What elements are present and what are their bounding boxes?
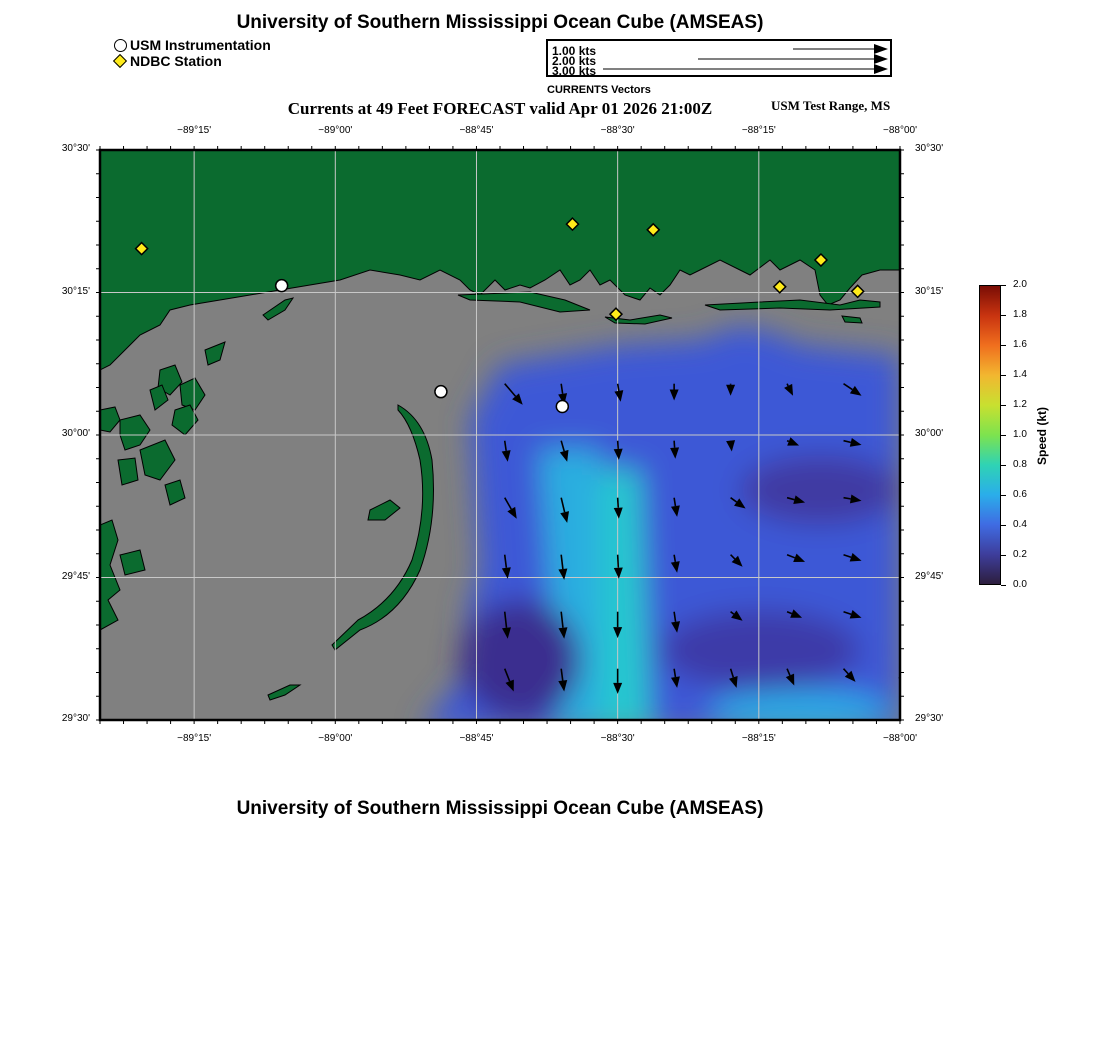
map-region: USM Test Range, MS [771,98,891,113]
usm-instrument-marker [435,386,447,398]
colorbar-gradient [980,286,1000,584]
vector-key-arrow [698,54,888,64]
lon-tick-label-bottom: −88°00' [883,733,917,744]
colorbar [979,285,1001,585]
lon-tick-label-top: −88°30' [600,125,635,136]
lat-tick-label-left: 29°30' [61,713,90,724]
ndbc-legend-label: NDBC Station [130,53,222,69]
colorbar-tick-mark [1001,345,1006,346]
lat-tick-label-left: 30°15' [61,285,90,297]
lat-tick-label-right: 30°00' [915,428,944,439]
lon-tick-label-bottom: −88°15' [741,733,776,744]
colorbar-tick-mark [1001,465,1006,466]
colorbar-tick-mark [1001,495,1006,496]
map-heading: Currents at 49 Feet FORECAST valid Apr 01 2026 21:00Z [287,99,713,118]
colorbar-tick-label: 1.6 [1013,339,1027,350]
colorbar-tick-mark [1001,285,1006,286]
current-vector [900,495,918,504]
colorbar-tick-mark [1001,435,1006,436]
lon-tick-label-top: −88°45' [459,125,494,136]
colorbar-tick-label: 1.8 [1013,309,1027,320]
colorbar-tick-label: 2.0 [1013,279,1027,290]
main-title: University of Southern Mississippi Ocean Cube (AMSEAS) [236,12,764,33]
lon-tick-label-bottom: −88°45' [459,733,494,744]
usm-legend-icon [114,39,127,52]
vector-key-arrow [793,44,888,54]
usm-instrument-marker [276,280,288,292]
colorbar-tick-label: 0.4 [1013,519,1027,530]
colorbar-tick-mark [1001,555,1006,556]
colorbar-label: Speed (kt) [1035,406,1049,466]
colorbar-tick-label: 1.4 [1013,369,1027,380]
lon-tick-label-top: −89°00' [318,125,353,136]
lon-tick-label-bottom: −88°30' [600,733,635,744]
lon-tick-label-top: −89°15' [177,125,212,136]
bottom-title: University of Southern Mississippi Ocean Cube (AMSEAS) [236,798,764,819]
colorbar-tick-label: 0.2 [1013,549,1027,560]
vector-key-box [546,39,892,77]
vector-key-label: 2.00 kts [552,54,597,68]
colorbar-tick-mark [1001,375,1006,376]
lat-tick-label-right: 29°30' [915,713,944,724]
speed-field [420,325,900,730]
lat-tick-label-left: 30°30' [61,143,90,154]
current-vector [900,610,918,619]
lon-tick-label-bottom: −89°00' [318,733,353,744]
currents-map [0,120,960,760]
lon-tick-label-top: −88°15' [741,125,776,136]
vector-key-arrows [548,41,890,78]
lon-tick-label-bottom: −89°15' [177,733,212,744]
colorbar-tick-mark [1001,315,1006,316]
colorbar-tick-mark [1001,525,1006,526]
colorbar-tick-mark [1001,585,1006,586]
lat-tick-label-right: 29°45' [915,570,944,582]
colorbar-tick-mark [1001,405,1006,406]
lat-tick-label-right: 30°15' [915,285,944,297]
colorbar-tick-label: 0.6 [1013,489,1027,500]
colorbar-tick-label: 0.8 [1013,459,1027,470]
lat-tick-label-left: 29°45' [61,570,90,582]
usm-legend-label: USM Instrumentation [130,37,271,53]
colorbar-tick-label: 1.2 [1013,399,1027,410]
lon-tick-label-top: −88°00' [883,125,917,136]
ndbc-legend-icon [113,54,127,68]
colorbar-tick-label: 0.0 [1013,579,1027,590]
colorbar-tick-label: 1.0 [1013,429,1027,440]
vector-key-arrow [603,64,888,74]
usm-instrument-marker [556,401,568,413]
vector-key-label: 3.00 kts [552,64,597,78]
vector-key-label: 1.00 kts [552,44,597,58]
lat-tick-label-left: 30°00' [61,428,90,439]
vector-key-caption: CURRENTS Vectors [547,84,651,96]
lat-tick-label-right: 30°30' [915,143,944,154]
